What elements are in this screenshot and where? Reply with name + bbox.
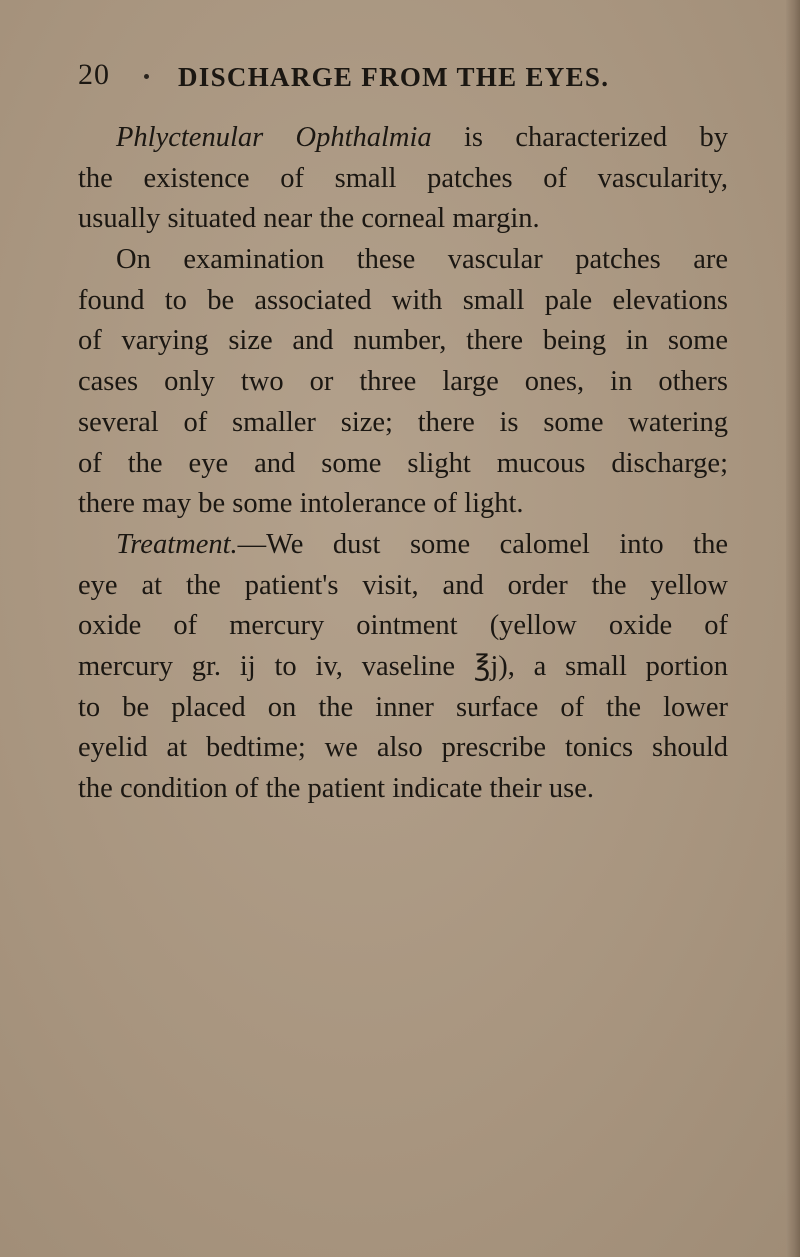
running-title: DISCHARGE FROM THE EYES. bbox=[178, 62, 610, 92]
text-line: Treatment.—We dust some calomel into the bbox=[116, 528, 728, 560]
term-phlyctenular-ophthalmia: Phlyctenular Ophthalmia bbox=[116, 122, 432, 153]
text-line: several of smaller size; there is some watering bbox=[78, 406, 728, 438]
text-line: eye at the patient's visit, and order the yellow bbox=[78, 569, 728, 601]
text-line: mercury gr. ij to iv, vaseline ℥j), a small portion bbox=[78, 650, 728, 682]
page-edge-shadow bbox=[786, 0, 800, 1257]
text-line: found to be associated with small pale elevations bbox=[78, 284, 728, 316]
page-number: 20 bbox=[78, 58, 110, 91]
text-line: oxide of mercury ointment (yellow oxide of bbox=[78, 610, 728, 642]
heading-treatment: Treatment. bbox=[116, 528, 238, 560]
text-line: eyelid at bedtime; we also prescribe tonics should bbox=[78, 732, 728, 764]
body-text bbox=[78, 118, 728, 810]
text-line: On examination these vascular patches are bbox=[116, 244, 728, 276]
text-line: of the eye and some slight mucous discharge; bbox=[78, 447, 728, 479]
text-line: of varying size and number, there being in some bbox=[78, 325, 728, 357]
text-line: usually situated near the corneal margin. bbox=[78, 203, 540, 235]
bullet-mark-icon bbox=[144, 74, 149, 79]
text-line: the existence of small patches of vascularity, bbox=[78, 162, 728, 194]
text-line: to be placed on the inner surface of the lower bbox=[78, 691, 728, 723]
text-line: the condition of the patient indicate their use. bbox=[78, 773, 595, 804]
running-head bbox=[78, 58, 678, 98]
text-line: Phlyctenular Ophthalmia is characterized by bbox=[116, 122, 728, 153]
text-line: cases only two or three large ones, in others bbox=[78, 366, 728, 398]
text-line: there may be some intolerance of light. bbox=[78, 488, 524, 520]
